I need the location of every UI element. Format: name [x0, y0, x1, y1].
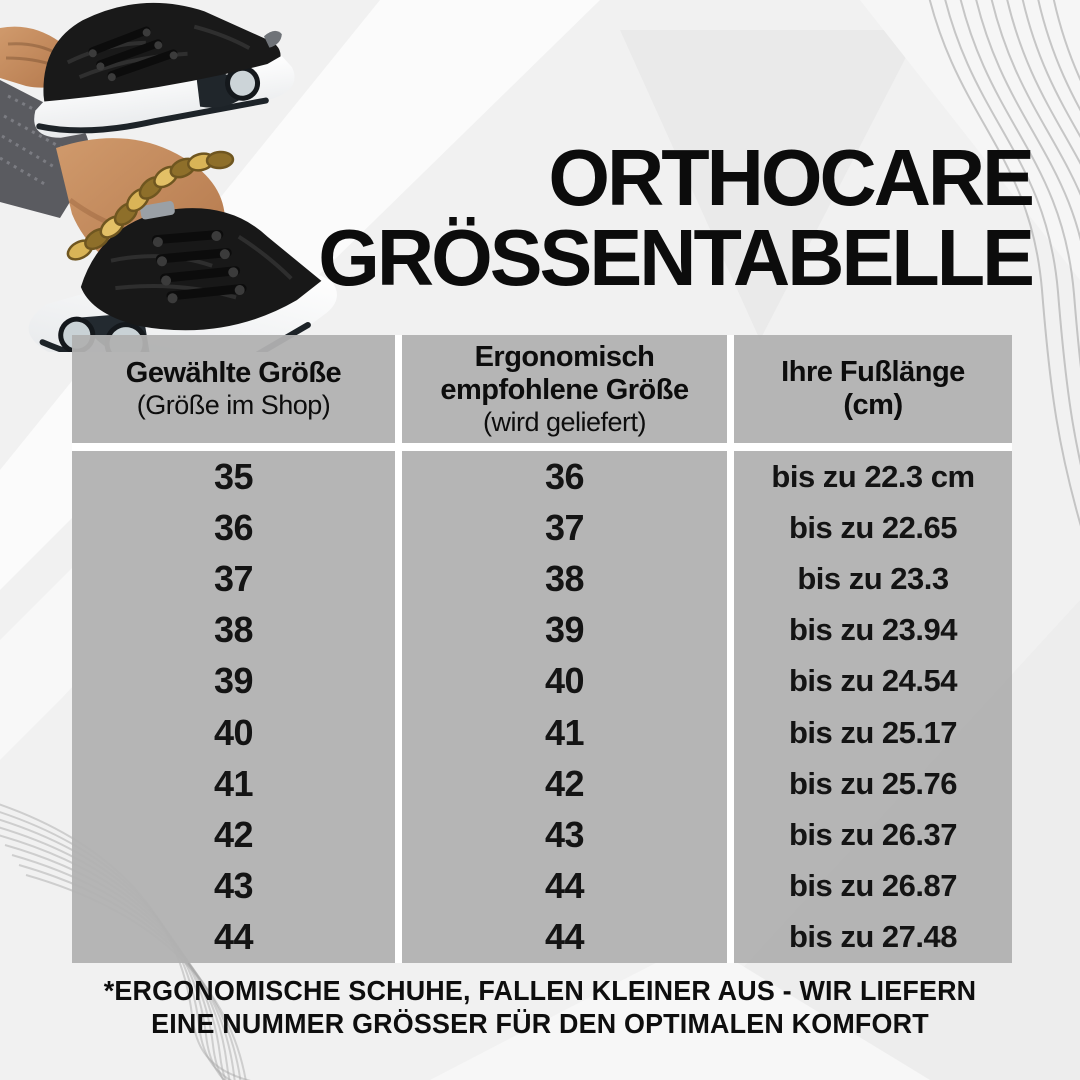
- footnote-line-2: EINE NUMMER GRÖSSER FÜR DEN OPTIMALEN KOMFORT: [151, 1008, 929, 1039]
- table-cell: 35: [213, 455, 254, 497]
- column-body: [734, 451, 1012, 963]
- column-header: [72, 335, 395, 443]
- footnote-line-1: *ERGONOMISCHE SCHUHE, FALLEN KLEINER AUS - WIR LIEFERN: [103, 975, 977, 1006]
- table-cell: 38: [544, 558, 585, 599]
- column-divider: [395, 335, 402, 963]
- column-body: [72, 451, 395, 963]
- table-cell: 44: [213, 916, 254, 958]
- column-title: Gewählte Größe: [125, 357, 342, 389]
- table-column-selected-size: [72, 335, 395, 963]
- table-cell: 41: [213, 762, 254, 804]
- footnote: [22, 974, 1059, 1040]
- page-title: [318, 132, 1032, 302]
- table-cell: 41: [544, 711, 585, 753]
- column-body: [402, 451, 727, 963]
- table-cell: bis zu 23.94: [788, 612, 958, 648]
- table-cell: 43: [544, 814, 585, 856]
- column-title: Ergonomisch empfohlene Größe: [440, 340, 689, 406]
- table-cell: 39: [213, 660, 254, 702]
- table-cell: bis zu 25.17: [788, 714, 958, 750]
- table-cell: bis zu 23.3: [797, 561, 949, 596]
- column-header: [734, 335, 1012, 443]
- table-column-foot-length: [734, 335, 1012, 963]
- title-line-2: GRÖSSENTABELLE: [318, 212, 1032, 302]
- table-cell: bis zu 26.37: [788, 817, 958, 853]
- size-table: [72, 335, 1012, 963]
- table-cell: bis zu 22.65: [788, 509, 958, 545]
- table-column-recommended-size: [402, 335, 727, 963]
- table-cell: bis zu 27.48: [788, 919, 958, 955]
- column-subtitle: (wird geliefert): [482, 406, 647, 437]
- table-cell: 39: [544, 609, 585, 651]
- column-subtitle: (cm): [843, 389, 903, 421]
- table-cell: 44: [544, 916, 585, 958]
- column-divider: [727, 335, 734, 963]
- title-line-1: ORTHOCARE: [548, 132, 1032, 222]
- column-subtitle: (Größe im Shop): [136, 390, 331, 420]
- table-cell: 44: [544, 865, 585, 907]
- table-cell: bis zu 22.3 cm: [771, 458, 975, 494]
- table-cell: 42: [213, 814, 254, 856]
- table-cell: bis zu 25.76: [788, 765, 958, 801]
- header-divider: [72, 443, 1012, 451]
- top-shoe: [22, 0, 299, 141]
- table-cell: 43: [213, 865, 254, 907]
- table-cell: 37: [213, 558, 254, 599]
- column-header: [402, 335, 727, 443]
- table-cell: bis zu 24.54: [788, 663, 958, 699]
- table-cell: 36: [544, 455, 585, 497]
- table-cell: 40: [544, 660, 585, 702]
- table-cell: 40: [213, 711, 254, 753]
- table-cell: 42: [544, 762, 585, 804]
- column-title: Ihre Fußlänge: [781, 356, 965, 388]
- table-cell: 38: [213, 609, 254, 651]
- table-cell: 37: [544, 506, 585, 548]
- product-photo: [0, 0, 362, 352]
- table-cell: 36: [213, 506, 254, 548]
- table-cell: bis zu 26.87: [788, 868, 958, 904]
